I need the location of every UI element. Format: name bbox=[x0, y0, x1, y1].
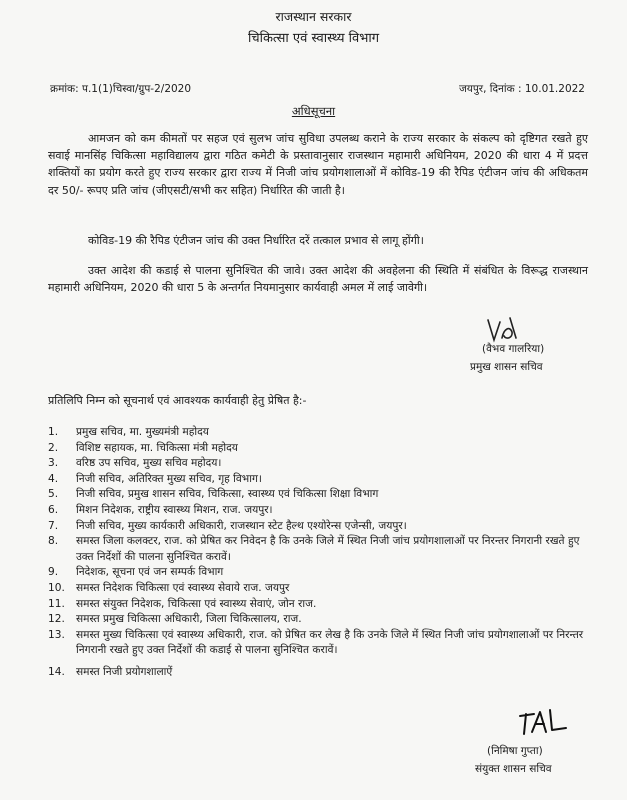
signatory-1-name: (वैभव गालरिया) bbox=[482, 343, 545, 355]
paragraph-main: आमजन को कम कीमतों पर सहज एवं सुलभ जांच सुविधा उपलब्ध कराने के राज्य सरकार के संकल्प को दृष्टिगत रखते हुए सवाई मानसिंह चिकित्सा महाविद्यालय द्वारा गठित कमेटी के प्रस्तावानुसार राजस्थान महामारी अधिनियम, 2020 की धारा 4 में प्रदत्त शक्तियों का प्रयोग करते हुए राज्य सरकार द्वारा राज्य में निजी जांच प्रयोगशालाओं में कोविड-19 की रैपिड एंटीजन जांच की अधिकतम दर 50/- रूपए प्रति जांच (जीएसटी/सभी कर सहित) निर्धारित की जाती है। bbox=[48, 132, 588, 197]
list-item: 9. निदेशक, सूचना एवं जन सम्पर्क विभाग bbox=[48, 566, 224, 579]
list-item: 6. मिशन निदेशक, राष्ट्रीय स्वास्थ्य मिशन, राज. जयपुर। bbox=[48, 503, 273, 516]
copy-list bbox=[48, 425, 588, 681]
paragraph-compliance: उक्त आदेश की कडाई से पालना सुनिश्चित की जावे। उक्त आदेश की अवहेलना की स्थिति में संबंधित के विरूद्ध राजस्थान महामारी अधिनियम, 2020 की धारा 5 के अन्तर्गत नियमानुसार कार्यवाही अमल में लाई जावेगी। bbox=[48, 264, 588, 295]
list-item: 10. समस्त निदेशक चिकित्सा एवं स्वास्थ्य सेवाये राज. जयपुर bbox=[48, 581, 290, 594]
list-item: 12. समस्त प्रमुख चिकित्सा अधिकारी, जिला चिकित्सालय, राज. bbox=[48, 613, 302, 626]
list-item: 13. समस्त मुख्य चिकित्सा एवं स्वास्थ्य अधिकारी, राज. को प्रेषित कर लेख है कि उनके जिले में स्थित निजी जांच प्रयोगशालाओं पर निरन्तर निगरानी रखते हुए उक्त निर्देशों की कडाई से पालना सुनिश्चित करावें। bbox=[48, 628, 584, 657]
signatory-1-designation: प्रमुख शासन सचिव bbox=[470, 361, 543, 373]
signature-1 bbox=[482, 314, 522, 344]
government-name: राजस्थान सरकार bbox=[275, 9, 352, 24]
place-date: जयपुर, दिनांक : 10.01.2022 bbox=[458, 83, 585, 95]
reference-line bbox=[50, 82, 585, 96]
signature-2 bbox=[514, 706, 574, 740]
list-item: 14. समस्त निजी प्रयोगशालाऐं bbox=[48, 665, 173, 678]
copy-to-heading: प्रतिलिपि निम्न को सूचनार्थ एवं आवश्यक कार्यवाही हेतु प्रेषित है:- bbox=[48, 394, 307, 407]
list-item: 5. निजी सचिव, प्रमुख शासन सचिव, चिकित्सा, स्वास्थ्य एवं चिकित्सा शिक्षा विभाग bbox=[48, 488, 379, 501]
list-item: 8. समस्त जिला कलक्टर, राज. को प्रेषित कर निवेदन है कि उनके जिले में स्थित निजी जांच प्रयोगशालाओं पर निरन्तर निगरानी रखते हुए उक्त निर्देशों की पालना सुनिश्चित करावें। bbox=[48, 535, 580, 563]
signatory-2-designation: संयुक्त शासन सचिव bbox=[475, 763, 552, 775]
list-item: 11. समस्त संयुक्त निदेशक, चिकित्सा एवं स्वास्थ्य सेवाएं, जोन राज. bbox=[48, 597, 317, 610]
list-item: 1. प्रमुख सचिव, मा. मुख्यमंत्री महोदय bbox=[48, 426, 209, 438]
signatory-2-name: (निमिषा गुप्ता) bbox=[487, 745, 543, 757]
list-item: 2. विशिष्ट सहायक, मा. चिकित्सा मंत्री महोदय bbox=[48, 441, 238, 454]
reference-number: क्रमांक: प.1(1)चिस्वा/ग्रुप-2/2020 bbox=[50, 83, 192, 95]
department-name: चिकित्सा एवं स्वास्थ्य विभाग bbox=[247, 31, 380, 46]
list-item: 4. निजी सचिव, अतिरिक्त मुख्य सचिव, गृह विभाग। bbox=[48, 472, 262, 485]
notification-title: अधिसूचना bbox=[291, 104, 336, 118]
list-item: 3. वरिष्ठ उप सचिव, मुख्य सचिव महोदय। bbox=[48, 457, 222, 470]
paragraph-rates-effective: कोविड-19 की रैपिड एंटीजन जांच की उक्त निर्धारित दरें तत्काल प्रभाव से लागू होंगी। bbox=[88, 234, 424, 247]
list-item: 7. निजी सचिव, मुख्य कार्यकारी अधिकारी, राजस्थान स्टेट हैल्थ एश्योरेन्स एजेन्सी, जयपुर। bbox=[48, 519, 407, 532]
